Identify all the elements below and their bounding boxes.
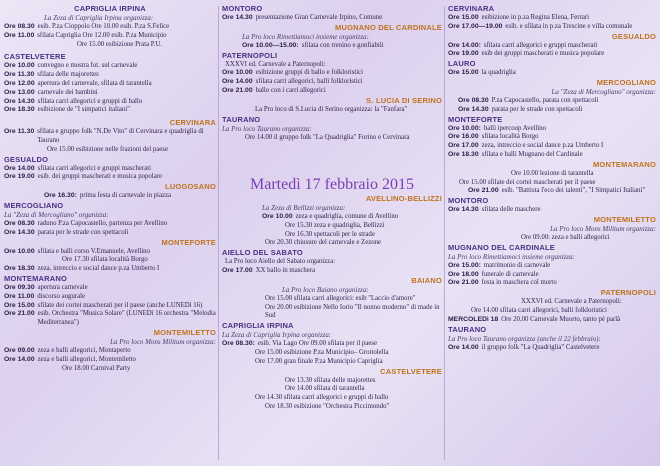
organizer-line: La Pro loco Rimettiamoci insieme organizza: bbox=[448, 252, 575, 261]
place-heading: LAURO bbox=[448, 59, 476, 69]
event-row bbox=[222, 385, 442, 394]
place-heading: TAURANO bbox=[448, 324, 487, 334]
event-time: Ore 14.30 bbox=[222, 14, 253, 21]
event-desc: il gruppo folk "La Quadriglia" Castelvetere bbox=[481, 343, 600, 351]
place-heading: MUGNANO DEL CARDINALE bbox=[448, 242, 555, 252]
event-desc: Ore 09.00: zeza e balli allegorici bbox=[521, 233, 610, 241]
event-desc: Ore 10.00 lezione di tarantella bbox=[511, 169, 594, 177]
event-row bbox=[222, 134, 442, 143]
event-desc: XXXVI ed. Carnevale a Paternopoli: bbox=[521, 298, 622, 306]
event-row bbox=[222, 213, 442, 222]
place-heading: TAURANO bbox=[222, 114, 261, 124]
event-desc: esib. dei gruppi mascherati e musica popolare bbox=[37, 173, 162, 181]
event-desc: esib. Via Lago Ore 09.00 sfilata per il paese bbox=[257, 340, 378, 348]
event-desc: sfilata e gruppo folk "N.De Vito" di Cervinara e quadriglia di Taurano bbox=[37, 128, 204, 144]
event-time: Ore 11.30 bbox=[4, 71, 35, 79]
event-desc: apertura del carnevale, sfilata di tarantella bbox=[37, 79, 152, 87]
event-row bbox=[4, 146, 216, 155]
event-desc: La Pro loco di S.Lucia di Serino organizza: la "Fanfara" bbox=[255, 105, 408, 113]
event-time: Ore 15.00 bbox=[448, 14, 479, 21]
place-heading: MONTEMILETTO bbox=[153, 327, 216, 337]
event-row bbox=[4, 220, 216, 229]
place-heading: LUOGOSANO bbox=[165, 182, 216, 192]
column-separator bbox=[444, 6, 445, 460]
event-row bbox=[448, 106, 656, 115]
event-row bbox=[4, 248, 216, 257]
event-time: Ore 08.30 bbox=[4, 23, 35, 30]
event-desc: zeza, intreccio e social dance p.za Umberto I bbox=[481, 142, 604, 150]
organizer-line: La Pro loco Mons Militum organizza: bbox=[110, 337, 216, 346]
event-desc: balli ipercoop Avellino bbox=[483, 124, 547, 132]
place-heading: CASTELVETERE bbox=[4, 52, 66, 62]
event-row bbox=[4, 62, 216, 71]
event-time: Ore 19.00 bbox=[448, 50, 479, 58]
event-desc: zeza e balli allegorici, Montaperto bbox=[37, 346, 131, 354]
place-heading: GESUALDO bbox=[4, 154, 49, 164]
event-row bbox=[448, 187, 656, 196]
event-desc: La Pro loco Aiello del Sabato organizza: bbox=[225, 258, 336, 266]
event-desc: sfilata delle maschere bbox=[481, 206, 541, 214]
event-time: Ore 18.30 bbox=[4, 265, 35, 273]
event-desc: sfilata carri allegorici e gruppi di ballo bbox=[37, 97, 143, 105]
event-row bbox=[4, 356, 216, 365]
event-time: Ore 21.00 bbox=[4, 310, 35, 318]
event-row bbox=[222, 239, 442, 248]
event-row bbox=[222, 403, 442, 412]
event-row bbox=[222, 61, 442, 70]
event-time: Ore 17.00 bbox=[448, 142, 479, 150]
event-row bbox=[448, 298, 656, 307]
event-row bbox=[222, 394, 442, 403]
event-row bbox=[4, 229, 216, 238]
event-time: Ore 17.00 bbox=[222, 266, 253, 274]
event-desc: Ore 18.00 Carnival Party bbox=[62, 364, 131, 372]
event-row bbox=[4, 365, 216, 374]
event-row bbox=[448, 170, 656, 179]
event-row bbox=[4, 106, 216, 115]
event-row bbox=[222, 258, 442, 267]
event-time: Ore 15.00: bbox=[448, 261, 481, 269]
event-time: Ore 17.00—19.00 bbox=[448, 22, 503, 30]
event-row bbox=[4, 128, 216, 146]
event-time: Ore 09.00 bbox=[4, 346, 35, 354]
place-heading: MONTEFORTE bbox=[448, 114, 503, 124]
event-row bbox=[448, 50, 656, 59]
event-time: Ore 13.00 bbox=[4, 88, 35, 96]
column-3 bbox=[448, 4, 656, 462]
organizer-line: La Pro loco Baiano organizza: bbox=[282, 285, 369, 294]
organizer-line: La Pro loco Rimettiamoci insieme organizza: bbox=[242, 32, 369, 41]
event-time: Ore 08.30: bbox=[222, 340, 255, 348]
event-desc: sfilata carri allegorici, balli folkloristici bbox=[255, 78, 363, 86]
event-time: Ore 14.00 bbox=[4, 164, 35, 172]
event-time: Ore 11.00 bbox=[4, 292, 35, 300]
event-row bbox=[448, 97, 656, 106]
event-time: Ore 14.00 bbox=[448, 343, 479, 351]
event-desc: Ore 16.30 spettacoli per le strade bbox=[285, 230, 375, 238]
place-heading: AIELLO DEL SABATO bbox=[222, 248, 303, 258]
event-desc: esib dei gruppi mascherati e musica popolare bbox=[481, 50, 605, 58]
event-desc: Ore 17.00 gran finale P.za Municipio Capriglia bbox=[255, 357, 383, 365]
event-desc: festa in maschera col morto bbox=[481, 279, 557, 287]
event-row bbox=[4, 173, 216, 182]
event-desc: carnevale dei bambini bbox=[37, 88, 98, 96]
event-row bbox=[222, 349, 442, 358]
event-time: Ore 14.00: bbox=[448, 41, 481, 49]
event-desc: Ore 14.00 sfilata di tarantella bbox=[285, 385, 365, 393]
event-row bbox=[222, 78, 442, 87]
event-row bbox=[448, 279, 656, 288]
event-desc: zeza e quadriglia, comune di Avellino bbox=[295, 213, 399, 220]
event-row bbox=[4, 23, 216, 32]
event-row bbox=[222, 106, 442, 115]
event-row bbox=[448, 307, 656, 316]
event-desc: sfilata località Borgo bbox=[481, 133, 539, 141]
event-row bbox=[222, 222, 442, 231]
event-desc: Ore 15.00 sfilata carri allegorici: esib "Laccio d'amore" bbox=[265, 294, 416, 302]
event-row bbox=[222, 69, 442, 78]
event-desc: sfilata carri allegorici e gruppi mascherati bbox=[37, 164, 152, 172]
organizer-line: La Pro loco Taurano organizza: bbox=[222, 124, 312, 133]
event-row bbox=[448, 14, 656, 23]
event-row bbox=[4, 165, 216, 174]
event-desc: sfilata Capriglia Ore 12.00 esib. P.za Municipio bbox=[37, 31, 167, 39]
organizer-line: La Zeza di Bellizzi organizza: bbox=[262, 204, 346, 212]
event-row bbox=[4, 89, 216, 98]
event-row bbox=[448, 179, 656, 188]
event-desc: funerale di carnevale bbox=[481, 270, 539, 278]
place-heading: CERVINARA bbox=[448, 4, 495, 13]
event-desc: parata per le strade con spettacoli bbox=[491, 105, 583, 113]
event-row bbox=[448, 125, 656, 134]
event-time: Ore 15.00 bbox=[448, 69, 479, 77]
event-desc: zeza e balli allegorici, Montemiletto bbox=[37, 355, 136, 363]
event-desc: XX ballo in maschera bbox=[255, 266, 316, 274]
event-row bbox=[448, 151, 656, 160]
event-time: Ore 18.30 bbox=[448, 150, 479, 158]
event-desc: convegno e mostra fot. sul carnevale bbox=[37, 62, 138, 70]
event-desc: esib. P.za Cioppolo Ore 10.00 esib. P.za S.Felice bbox=[37, 23, 170, 30]
event-row bbox=[222, 295, 442, 304]
event-time: Ore 16.30: bbox=[44, 192, 77, 200]
event-row bbox=[4, 80, 216, 89]
event-time: Ore 10.00: bbox=[448, 124, 481, 132]
event-row bbox=[4, 284, 216, 293]
event-time: Ore 14.30 bbox=[458, 105, 489, 113]
place-heading: BAIANO bbox=[411, 275, 442, 285]
event-row bbox=[448, 271, 656, 280]
event-time: Ore 18.00 bbox=[448, 270, 479, 278]
event-row bbox=[4, 98, 216, 107]
column-2-lower bbox=[222, 194, 442, 462]
organizer-line: La Zeza di Capriglia Irpina organizza: bbox=[222, 331, 332, 340]
event-row bbox=[222, 42, 442, 51]
event-desc: la quadriglia bbox=[481, 69, 516, 77]
event-time: Ore 10.00 bbox=[4, 247, 35, 255]
event-time: Ore 21.00 bbox=[448, 279, 479, 287]
event-desc: Ore 15.00 esibizione Prata P.U. bbox=[77, 40, 163, 48]
event-row bbox=[222, 304, 442, 322]
event-row bbox=[448, 234, 656, 243]
place-heading: MONTORO bbox=[448, 196, 489, 206]
event-time: Ore 08.30 bbox=[4, 219, 35, 227]
event-row bbox=[222, 267, 442, 276]
event-row bbox=[222, 14, 442, 23]
event-desc: esib. e sfilata in p.za Trescine e villa comunale bbox=[505, 22, 633, 30]
event-desc: raduno P.za Capocastello, partenza per Avellino bbox=[37, 219, 168, 227]
event-row bbox=[222, 340, 442, 349]
event-desc: presentazione Gran Carnevale Irpino, Comune bbox=[255, 14, 383, 21]
event-row bbox=[448, 69, 656, 78]
event-row bbox=[4, 32, 216, 41]
event-desc: Ore 14.00 il gruppo folk "La Quadriglia" Forino e Cervinara bbox=[245, 133, 410, 141]
event-row bbox=[4, 310, 216, 328]
event-time: Ore 10.00 bbox=[262, 213, 293, 220]
event-row bbox=[222, 358, 442, 367]
event-row bbox=[448, 42, 656, 51]
event-desc: Ore 14.30 sfilata carri allegorici e gruppi di ballo bbox=[255, 394, 389, 402]
place-heading: CAPRIGLIA IRPINA bbox=[74, 4, 146, 13]
event-row bbox=[448, 133, 656, 142]
organizer-line: La "Zeza di Mercogliano" organizza: bbox=[4, 210, 109, 219]
event-row bbox=[4, 256, 216, 265]
event-row bbox=[222, 231, 442, 240]
event-desc: sfilate dei cortei mascherati per il paese (anche LUNEDì 16) bbox=[37, 301, 203, 309]
event-desc: Ore 14.00 sfilata carri allegorici, balli folkloristici bbox=[471, 306, 607, 314]
event-row bbox=[4, 41, 216, 50]
event-time: Ore 14.30 bbox=[4, 97, 35, 105]
event-desc: esibizione gruppi di ballo e folkloristici bbox=[255, 69, 364, 77]
place-heading: GESUALDO bbox=[611, 31, 656, 41]
event-time: Ore 19.00 bbox=[4, 173, 35, 181]
event-desc: discorso augurale bbox=[37, 292, 85, 300]
event-desc: Ore 17.30 sfilata località Borgo bbox=[62, 256, 148, 264]
event-time: Ore 10.00—15.00: bbox=[242, 41, 299, 49]
event-time: Ore 11.00 bbox=[4, 31, 35, 39]
event-row bbox=[4, 265, 216, 274]
event-desc: parata per le strade con spettacoli bbox=[37, 228, 129, 236]
event-row bbox=[448, 206, 656, 215]
event-desc: Ore 20.30 chiusure del carnevale e Zezone bbox=[265, 239, 382, 247]
event-row bbox=[4, 71, 216, 80]
place-heading: PATERNOPOLI bbox=[222, 50, 278, 60]
event-time: Ore 08.30 bbox=[458, 96, 489, 104]
event-time: Ore 09.30 bbox=[4, 283, 35, 291]
column-separator bbox=[218, 6, 219, 460]
event-time: Ore 14.30 bbox=[4, 228, 35, 236]
place-heading: MERCOGLIANO bbox=[4, 200, 64, 210]
event-desc: sfilata e balli corso V.Emanuele, Avellino bbox=[37, 247, 150, 255]
event-row bbox=[222, 87, 442, 96]
place-heading: PATERNOPOLI bbox=[600, 288, 656, 298]
event-desc: ballo con i carri allegorici bbox=[255, 86, 326, 94]
event-desc: Ore 13.30 sfilata delle majorettes bbox=[285, 376, 376, 384]
place-heading: MUGNANO DEL CARDINALE bbox=[335, 22, 442, 32]
organizer-line: La Pro loco Mons Militum organizza: bbox=[550, 224, 656, 233]
event-row bbox=[4, 347, 216, 356]
place-heading: MERCOGLIANO bbox=[596, 77, 656, 87]
place-heading: MONTEFORTE bbox=[161, 237, 216, 247]
event-desc: matrimonio di carnevale bbox=[483, 261, 551, 269]
organizer-line: La Pro loco Taurano organizza (anche il 22 febbraio): bbox=[448, 334, 601, 343]
event-desc: Ore 15.30 zeza e quadriglia, Bellizzi bbox=[285, 221, 385, 229]
event-desc: esib. Orchestra "Musica Solare" (LUNEDì 16 orchestra "Melodia Mediterranea") bbox=[37, 310, 216, 327]
event-row bbox=[4, 293, 216, 302]
event-desc: Ore 15.00 sfilate dei cortei mascherati per il paese bbox=[459, 178, 596, 186]
event-time: Ore 10.00 bbox=[4, 62, 35, 70]
event-desc: esibizione in p.za Regina Elena, Ferrari bbox=[481, 14, 589, 21]
event-desc: sfilata carri allegorici e gruppi mascherati bbox=[483, 41, 598, 49]
place-heading: MONTEMARANO bbox=[592, 159, 656, 169]
event-desc: esibizione de "I simpatici italiani" bbox=[37, 106, 130, 114]
event-time: Ore 16.00 bbox=[448, 133, 479, 141]
place-heading: MONTEMILETTO bbox=[593, 214, 656, 224]
event-desc: prima festa di carnevale in piazza bbox=[79, 192, 172, 200]
place-heading: S. LUCIA DI SERINO bbox=[366, 95, 442, 105]
event-time: Ore 14.30 bbox=[448, 206, 479, 214]
event-time: MERCOLEDì 18 bbox=[448, 315, 499, 323]
event-desc: XXXVI ed. Carnevale a Paternopoli: bbox=[225, 60, 326, 68]
event-desc: Ore 20.00 esibizione Nello Iorio "Il nonno moderno" di made in Sud bbox=[265, 303, 440, 320]
column-1 bbox=[4, 4, 216, 462]
event-time: Ore 21.00 bbox=[222, 86, 253, 94]
event-row bbox=[448, 262, 656, 271]
organizer-line: La "Zeza di Mercogliano" organizza: bbox=[551, 87, 656, 96]
event-desc: Ore 18.30 esibizione "Orchestra Piccimondo" bbox=[265, 402, 390, 410]
place-heading: MONTEMARANO bbox=[4, 273, 68, 283]
event-time: Ore 14.00 bbox=[4, 355, 35, 363]
event-desc: Ore 20.00 Carnevale Muorto, tanto pè parlà bbox=[501, 315, 621, 323]
event-desc: zeza, intreccio e social dance p.za Umberto I bbox=[37, 265, 160, 273]
event-desc: P.za Capocastello, parata con spettacoli bbox=[491, 96, 599, 104]
event-time: Ore 21.00 bbox=[468, 187, 499, 195]
event-row bbox=[448, 344, 656, 353]
place-heading: CAPRIGLIA IRPINA bbox=[222, 321, 294, 331]
event-desc: Ore 15.00 esibizione nelle frazioni del paese bbox=[47, 145, 168, 153]
place-heading: MONTORO bbox=[222, 4, 263, 13]
event-row bbox=[448, 23, 656, 32]
event-desc: apertura carnevale bbox=[37, 283, 88, 291]
event-desc: sfilata delle majorettes bbox=[37, 71, 99, 79]
event-row bbox=[448, 316, 656, 325]
event-desc: sfilata con trenino e gonfiabili bbox=[301, 41, 384, 49]
event-desc: Ore 15.00 esibizione P.za Municipio– Grottolella bbox=[255, 348, 389, 356]
event-time: Ore 15.00 bbox=[4, 301, 35, 309]
event-row bbox=[222, 377, 442, 386]
place-heading: CERVINARA bbox=[169, 118, 216, 128]
event-time: Ore 10.00 bbox=[222, 69, 253, 77]
page-title: Martedì 17 febbraio 2015 bbox=[250, 176, 414, 193]
event-row bbox=[4, 302, 216, 311]
event-time: Ore 14.00 bbox=[222, 78, 253, 86]
place-heading: AVELLINO-BELLIZZI bbox=[365, 194, 442, 203]
organizer-line: La Zeza di Capriglia Irpina organizza: bbox=[44, 14, 154, 22]
event-desc: esib. "Battista l'eco dei talenti", "I Simpatici Italiani" bbox=[501, 187, 646, 195]
event-time: Ore 11.30 bbox=[4, 128, 35, 136]
event-time: Ore 12.00 bbox=[4, 79, 35, 87]
event-time: Ore 18.30 bbox=[4, 106, 35, 114]
event-row bbox=[4, 192, 216, 201]
event-row bbox=[448, 142, 656, 151]
event-desc: sfilata e balli Mugnano del Cardinale bbox=[481, 150, 583, 158]
place-heading: CASTELVETERE bbox=[380, 366, 442, 376]
